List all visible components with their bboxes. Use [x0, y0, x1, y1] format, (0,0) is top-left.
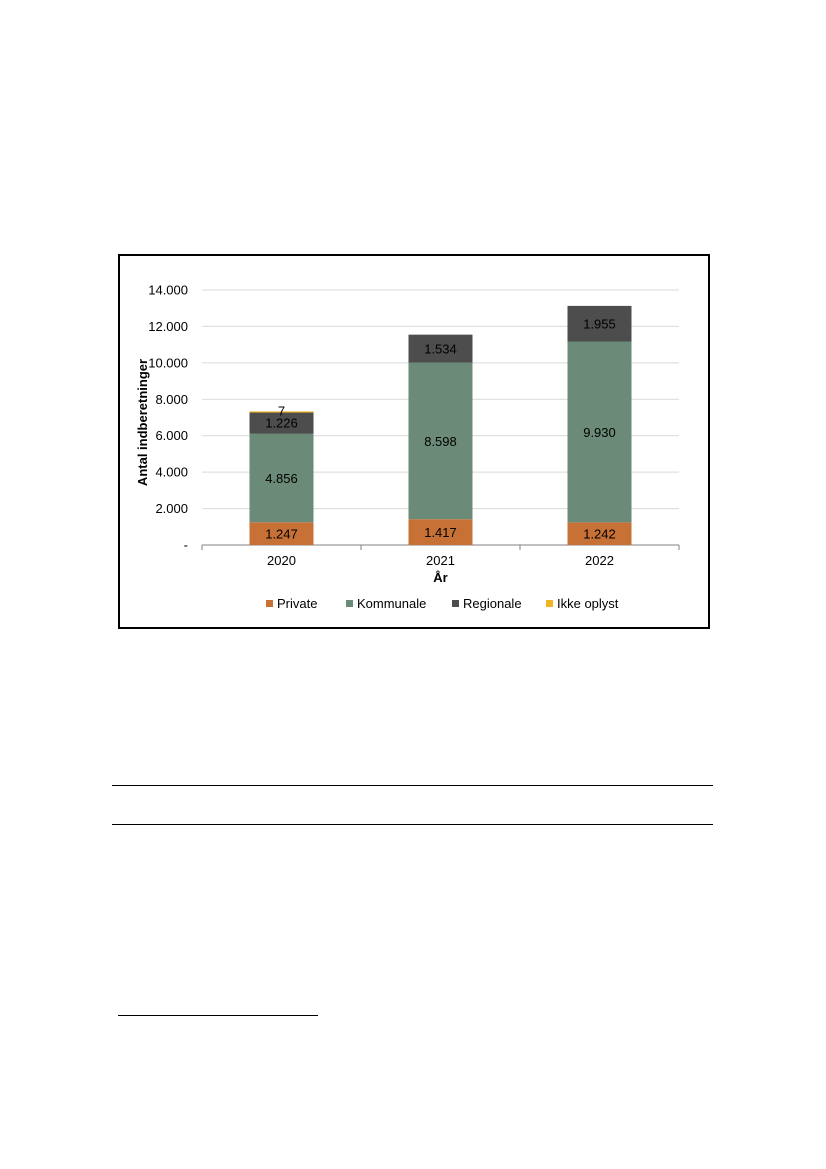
y-tick-label: 4.000 [155, 464, 188, 480]
y-tick-label: 12.000 [148, 318, 188, 334]
x-tick-label: 2020 [267, 553, 296, 568]
y-tick-label: 2.000 [155, 501, 188, 517]
data-label: 8.598 [424, 433, 457, 449]
data-label: 1.226 [265, 415, 298, 431]
data-label: 1.955 [583, 316, 616, 332]
y-tick-label: 10.000 [148, 355, 188, 371]
legend-swatch-regionale [452, 600, 459, 607]
y-tick-label: - [183, 537, 188, 553]
footnote-rule [118, 1015, 318, 1016]
legend-swatch-private [266, 600, 273, 607]
data-label: 1.534 [424, 341, 457, 357]
y-tick-label: 14.000 [148, 282, 188, 298]
table-top-rule [112, 785, 713, 786]
data-label: 9.930 [583, 424, 616, 440]
data-label: 4.856 [265, 471, 298, 487]
data-label: 1.247 [265, 526, 298, 542]
x-axis-title: År [433, 570, 448, 585]
y-tick-label: 6.000 [155, 428, 188, 444]
legend-label: Regionale [463, 596, 522, 611]
x-tick-label: 2021 [426, 553, 455, 568]
legend-swatch-kommunale [346, 600, 353, 607]
y-tick-label: 8.000 [155, 391, 188, 407]
legend-swatch-ikke-oplyst [546, 600, 553, 607]
table-bottom-rule [112, 824, 713, 825]
x-tick-label: 2022 [585, 553, 614, 568]
y-axis-title: Antal indberetninger [135, 358, 150, 487]
legend-label: Private [277, 596, 318, 611]
data-label: 7 [277, 403, 286, 419]
data-label: 1.417 [424, 525, 457, 541]
legend-label: Kommunale [357, 596, 427, 611]
data-label: 1.242 [583, 526, 616, 542]
legend-label: Ikke oplyst [557, 596, 619, 611]
